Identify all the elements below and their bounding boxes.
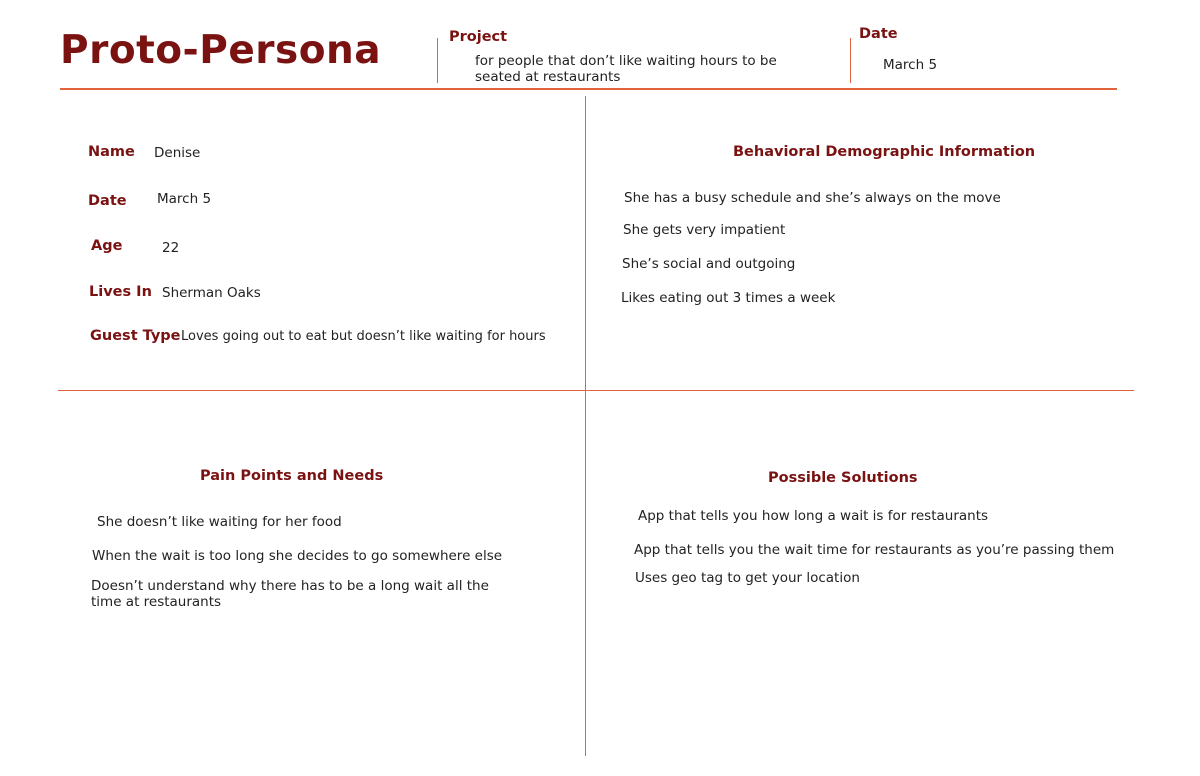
guest-type-value: Loves going out to eat but doesn’t like waiting for hours — [181, 329, 546, 344]
project-value: for people that don’t like waiting hours to be seated at restaurants — [475, 53, 777, 85]
lives-in-label: Lives In — [89, 284, 152, 300]
pain-point-item: She doesn’t like waiting for her food — [97, 514, 342, 530]
header-rule — [60, 88, 1117, 90]
name-value: Denise — [154, 145, 201, 161]
pain-point-item: When the wait is too long she decides to go somewhere else — [92, 548, 503, 564]
solutions-heading: Possible Solutions — [768, 470, 918, 486]
header-date-label: Date — [859, 26, 898, 42]
center-divider — [585, 96, 586, 756]
project-label: Project — [449, 29, 508, 45]
age-label: Age — [91, 238, 123, 254]
date-value: March 5 — [157, 191, 212, 207]
date-label: Date — [88, 193, 127, 209]
project-divider — [437, 38, 438, 83]
pain-points-heading: Pain Points and Needs — [200, 468, 384, 484]
date-divider — [850, 38, 851, 83]
page-title: Proto-Persona — [60, 28, 382, 73]
age-value: 22 — [162, 240, 180, 256]
solution-item: Uses geo tag to get your location — [635, 570, 860, 586]
behavioral-item: She’s social and outgoing — [622, 256, 796, 272]
behavioral-item: She has a busy schedule and she’s always on the move — [624, 190, 1001, 206]
lives-in-value: Sherman Oaks — [162, 285, 261, 301]
behavioral-item: Likes eating out 3 times a week — [621, 290, 836, 306]
solution-item: App that tells you how long a wait is for restaurants — [638, 508, 989, 524]
name-label: Name — [88, 144, 135, 160]
guest-type-label: Guest Type — [90, 328, 181, 344]
solution-item: App that tells you the wait time for restaurants as you’re passing them — [634, 542, 1115, 558]
behavioral-item: She gets very impatient — [623, 222, 786, 238]
header-date-value: March 5 — [883, 57, 938, 73]
pain-point-item: Doesn’t understand why there has to be a long wait all the time at restaurants — [91, 578, 489, 610]
behavioral-heading: Behavioral Demographic Information — [733, 144, 1036, 160]
middle-divider — [58, 390, 1134, 391]
